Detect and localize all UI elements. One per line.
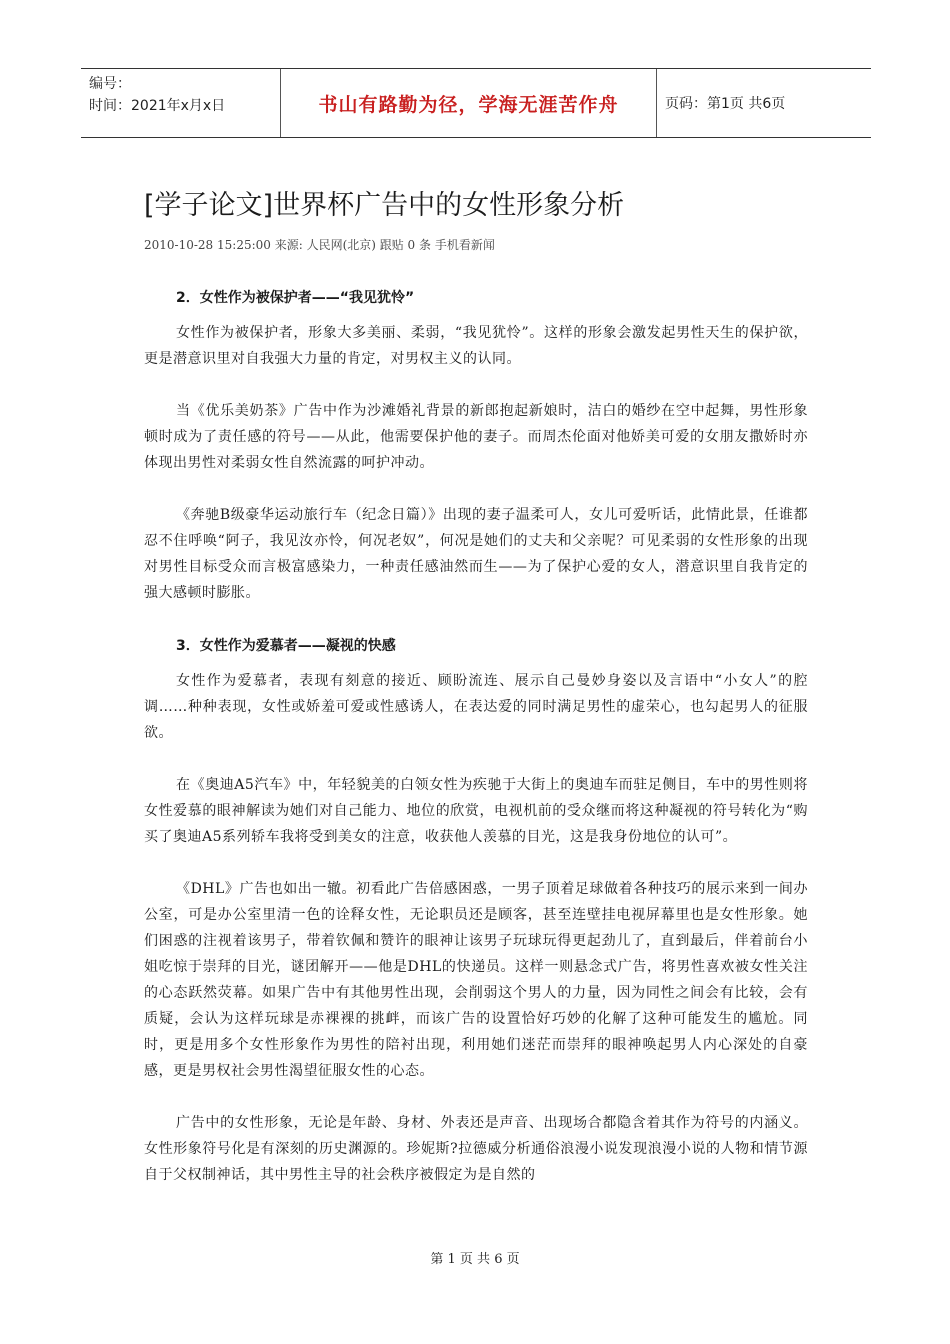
number-label: 编号： [89, 76, 131, 92]
paragraph-7: 广告中的女性形象，无论是年龄、身材、外表还是声音、出现场合都隐含着其作为符号的内涵义。女性形象符号化是有深刻的历史渊源的。珍妮斯?拉德威分析通俗浪漫小说发现浪漫小说的人物和情节源自于父权制神话，其中男性主导的社会秩序被假定为是自然的 [144, 1115, 808, 1183]
header-motto: 书山有路勤为径，学海无涯苦作舟 [281, 69, 657, 137]
article-title: [学子论文]世界杯广告中的女性形象分析 [144, 190, 625, 221]
paragraph-1: 女性作为被保护者，形象大多美丽、柔弱，“我见犹怜”。这样的形象会激发起男性天生的保护欲，更是潜意识里对自我强大力量的肯定，对男权主义的认同。 [144, 325, 808, 367]
document-header [81, 68, 871, 138]
date-label: 时间：2021年x月x日 [89, 98, 226, 114]
section-2-heading: 2．女性作为被保护者——“我见犹怜” [176, 290, 415, 306]
article-meta: 2010-10-28 15:25:00 来源: 人民网(北京) 跟贴 0 条 手机看新闻 [144, 238, 495, 252]
section-3-heading: 3．女性作为爱慕者——凝视的快感 [176, 638, 396, 654]
header-page-info: 页码：第1页 共6页 [665, 96, 786, 112]
header-left-cell [81, 69, 281, 137]
paragraph-6: 《DHL》广告也如出一辙。初看此广告倍感困惑，一男子顶着足球做着各种技巧的展示来到一间办公室，可是办公室里清一色的诠释女性，无论职员还是顾客，甚至连壁挂电视屏幕里也是女性形象。她们困惑的注视着该男子，带着钦佩和赞许的眼神让该男子玩球玩得更起劲儿了，直到最后，伴着前台小姐吃惊于崇拜的目光，谜团解开——他是DHL的快递员。这样一则悬念式广告，将男性喜欢被女性关注的心态跃然荧幕。如果广告中有其他男性出现，会削弱这个男人的力量，因为同性之间会有比较，会有质疑，会认为这样玩球是赤裸裸的挑衅，而该广告的设置恰好巧妙的化解了这种可能发生的尴尬。同时，更是用多个女性形象作为男性的陪衬出现，利用她们迷茫而崇拜的眼神唤起男人内心深处的自豪感，更是男权社会男性渴望征服女性的心态。 [144, 881, 808, 1079]
paragraph-5: 在《奥迪A5汽车》中，年轻貌美的白领女性为疾驰于大街上的奥迪车而驻足侧目，车中的男性则将女性爱慕的眼神解读为她们对自己能力、地位的欣赏，电视机前的受众继而将这种凝视的符号转化为“购买了奥迪A5系列轿车我将受到美女的注意，收获他人羡慕的目光，这是我身份地位的认可”。 [144, 777, 808, 845]
paragraph-3: 《奔驰B级豪华运动旅行车（纪念日篇）》出现的妻子温柔可人，女儿可爱听话，此情此景，任谁都忍不住呼唤“阿子，我见汝亦怜，何况老奴”，何况是她们的丈夫和父亲呢？可见柔弱的女性形象的出现对男性目标受众而言极富感染力，一种责任感油然而生——为了保护心爱的女人，潜意识里自我肯定的强大感顿时膨胀。 [144, 507, 808, 601]
paragraph-4: 女性作为爱慕者，表现有刻意的接近、顾盼流连、展示自己曼妙身姿以及言语中“小女人”的腔调……种种表现，女性或娇羞可爱或性感诱人，在表达爱的同时满足男性的虚荣心，也勾起男人的征服欲。 [144, 673, 808, 741]
page-footer: 第 1 页 共 6 页 [430, 1252, 520, 1267]
article-body [144, 280, 808, 1188]
paragraph-2: 当《优乐美奶茶》广告中作为沙滩婚礼背景的新郎抱起新娘时，洁白的婚纱在空中起舞，男性形象顿时成为了责任感的符号——从此，他需要保护他的妻子。而周杰伦面对他娇美可爱的女朋友撒娇时亦体现出男性对柔弱女性自然流露的呵护冲动。 [144, 403, 808, 471]
